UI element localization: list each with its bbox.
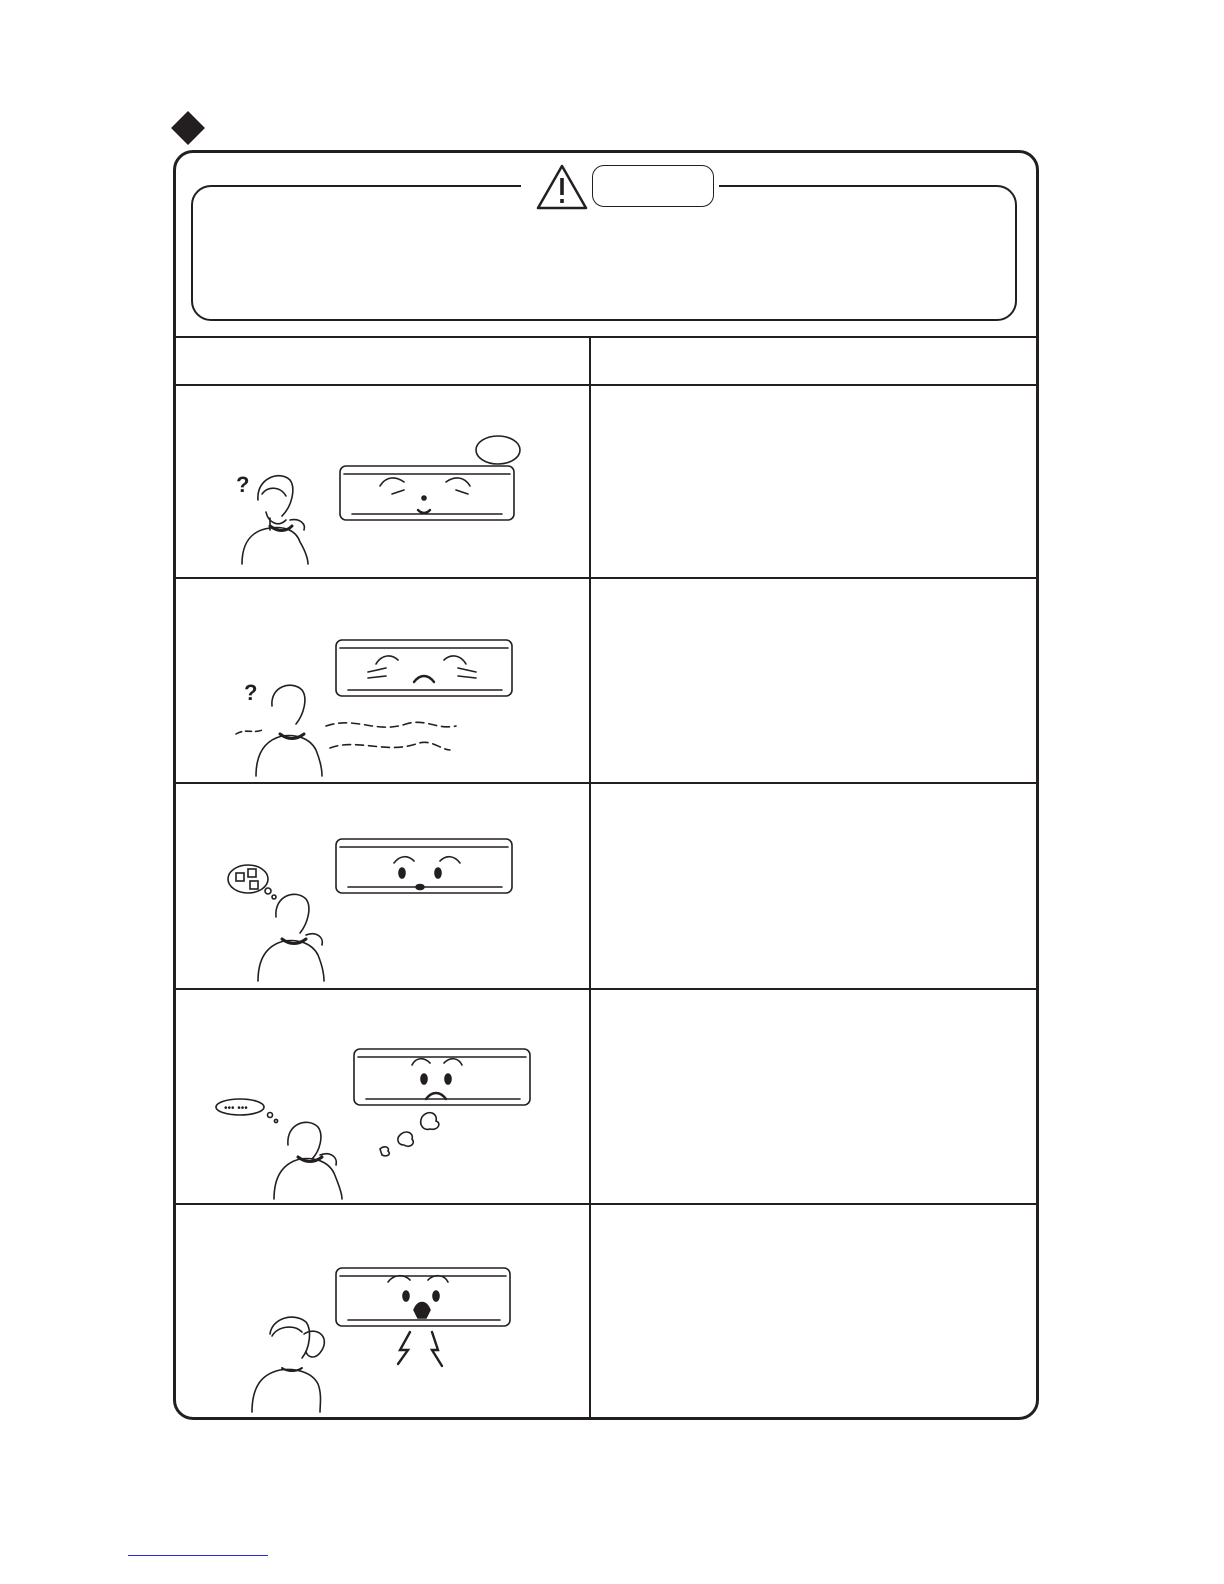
svg-text:••• •••: ••• ••• <box>224 1103 248 1114</box>
header-top-divider <box>176 336 1036 338</box>
troubleshooting-table-frame <box>173 150 1039 1420</box>
svg-text:?: ? <box>236 472 250 497</box>
section-diamond-icon <box>171 111 205 145</box>
woman-question-ac-cold-air-icon <box>226 630 526 778</box>
caution-label <box>592 165 714 207</box>
svg-text:?: ? <box>244 680 258 705</box>
column-header-cause <box>594 345 1034 379</box>
row-divider <box>176 577 1036 579</box>
column-header-problem <box>180 345 585 379</box>
footer-link-underline[interactable] <box>128 1555 268 1556</box>
column-divider <box>589 337 591 1419</box>
header-bottom-divider <box>176 384 1036 386</box>
row-divider <box>176 1203 1036 1205</box>
woman-thinking-ac-icon <box>226 833 516 983</box>
row-divider <box>176 988 1036 990</box>
warning-triangle-icon <box>536 163 588 211</box>
woman-ac-steam-icon <box>216 1045 536 1201</box>
man-ac-noise-icon <box>248 1262 518 1414</box>
woman-question-ac-indicator-icon <box>220 430 530 570</box>
row-divider <box>176 782 1036 784</box>
